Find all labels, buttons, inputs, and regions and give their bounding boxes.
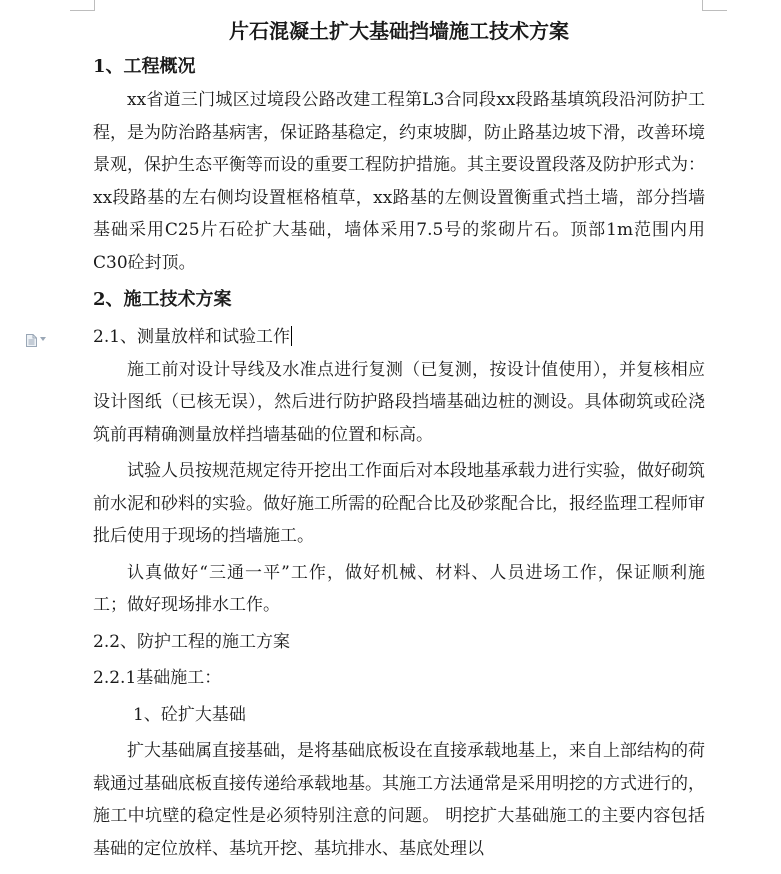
subsection-2-2-1-heading: 2.2.1基础施工： — [93, 668, 222, 688]
subsection-2-1-paragraph-1: 施工前对设计导线及水准点进行复测（已复测，按设计值使用），并复核相应设计图纸（已核无误），然后进行防护路段挡墙基础边桩的测设。具体砌筑或砼浇筑前再精确测量放样挡墙基础的位置和标高。 — [93, 359, 705, 445]
subsection-2-1-paragraph-3: 认真做好“三通一平”工作，做好机械、材料、人员进场工作，保证顺利施工；做好现场排水工作。 — [93, 562, 705, 615]
page-corner-mark-right — [702, 0, 727, 11]
section-2-heading: 2、施工技术方案 — [93, 289, 232, 310]
text-cursor — [291, 326, 292, 346]
paragraph-options-handle[interactable] — [26, 332, 46, 345]
subsection-2-1-heading[interactable] — [93, 321, 705, 354]
subsection-2-1-heading-text: 2.1、测量放样和试验工作 — [93, 327, 291, 347]
section-1-paragraph: xx省道三门城区过境段公路改建工程第L3合同段xx段路基填筑段沿河防护工程，是为防治路基病害，保证路基稳定，约束坡脚，防止路基边坡下滑，改善环境景观，保护生态平衡等而设的重要工程防护措施。其主要设置段落及防护形式为：xx段路基的左右侧均设置框格植草，xx路基的左侧设置衡重式挡土墙，部分挡墙基础采用C25片石砼扩大基础，墙体采用7.5号的浆砌片石。顶部1m范围内用C30砼封顶。 — [93, 90, 705, 273]
document-icon — [26, 332, 37, 345]
item-1-paragraph: 扩大基础属直接基础，是将基础底板设在直接承载地基上，来自上部结构的荷载通过基础底板直接传递给承载地基。其施工方法通常是采用明挖的方式进行的，施工中坑壁的稳定性是必须特别注意的问题。 明挖扩大基础施工的主要内容包括基础的定位放样、基坑开挖、基坑排水、基底处理以 — [93, 741, 705, 859]
item-1-heading: 1、砼扩大基础 — [133, 704, 246, 725]
section-1-heading: 1、工程概况 — [93, 56, 196, 77]
subsection-2-1-paragraph-2: 试验人员按规范规定待开挖出工作面后对本段地基承载力进行实验，做好砌筑前水泥和砂料的实验。做好施工所需的砼配合比及砂浆配合比，报经监理工程师审批后使用于现场的挡墙施工。 — [93, 461, 705, 546]
document-page[interactable] — [93, 14, 705, 865]
chevron-down-icon — [40, 337, 46, 341]
subsection-2-2-heading: 2.2、防护工程的施工方案 — [93, 631, 291, 652]
page-corner-mark-left — [70, 0, 95, 11]
document-title: 片石混凝土扩大基础挡墙施工技术方案 — [229, 19, 569, 43]
